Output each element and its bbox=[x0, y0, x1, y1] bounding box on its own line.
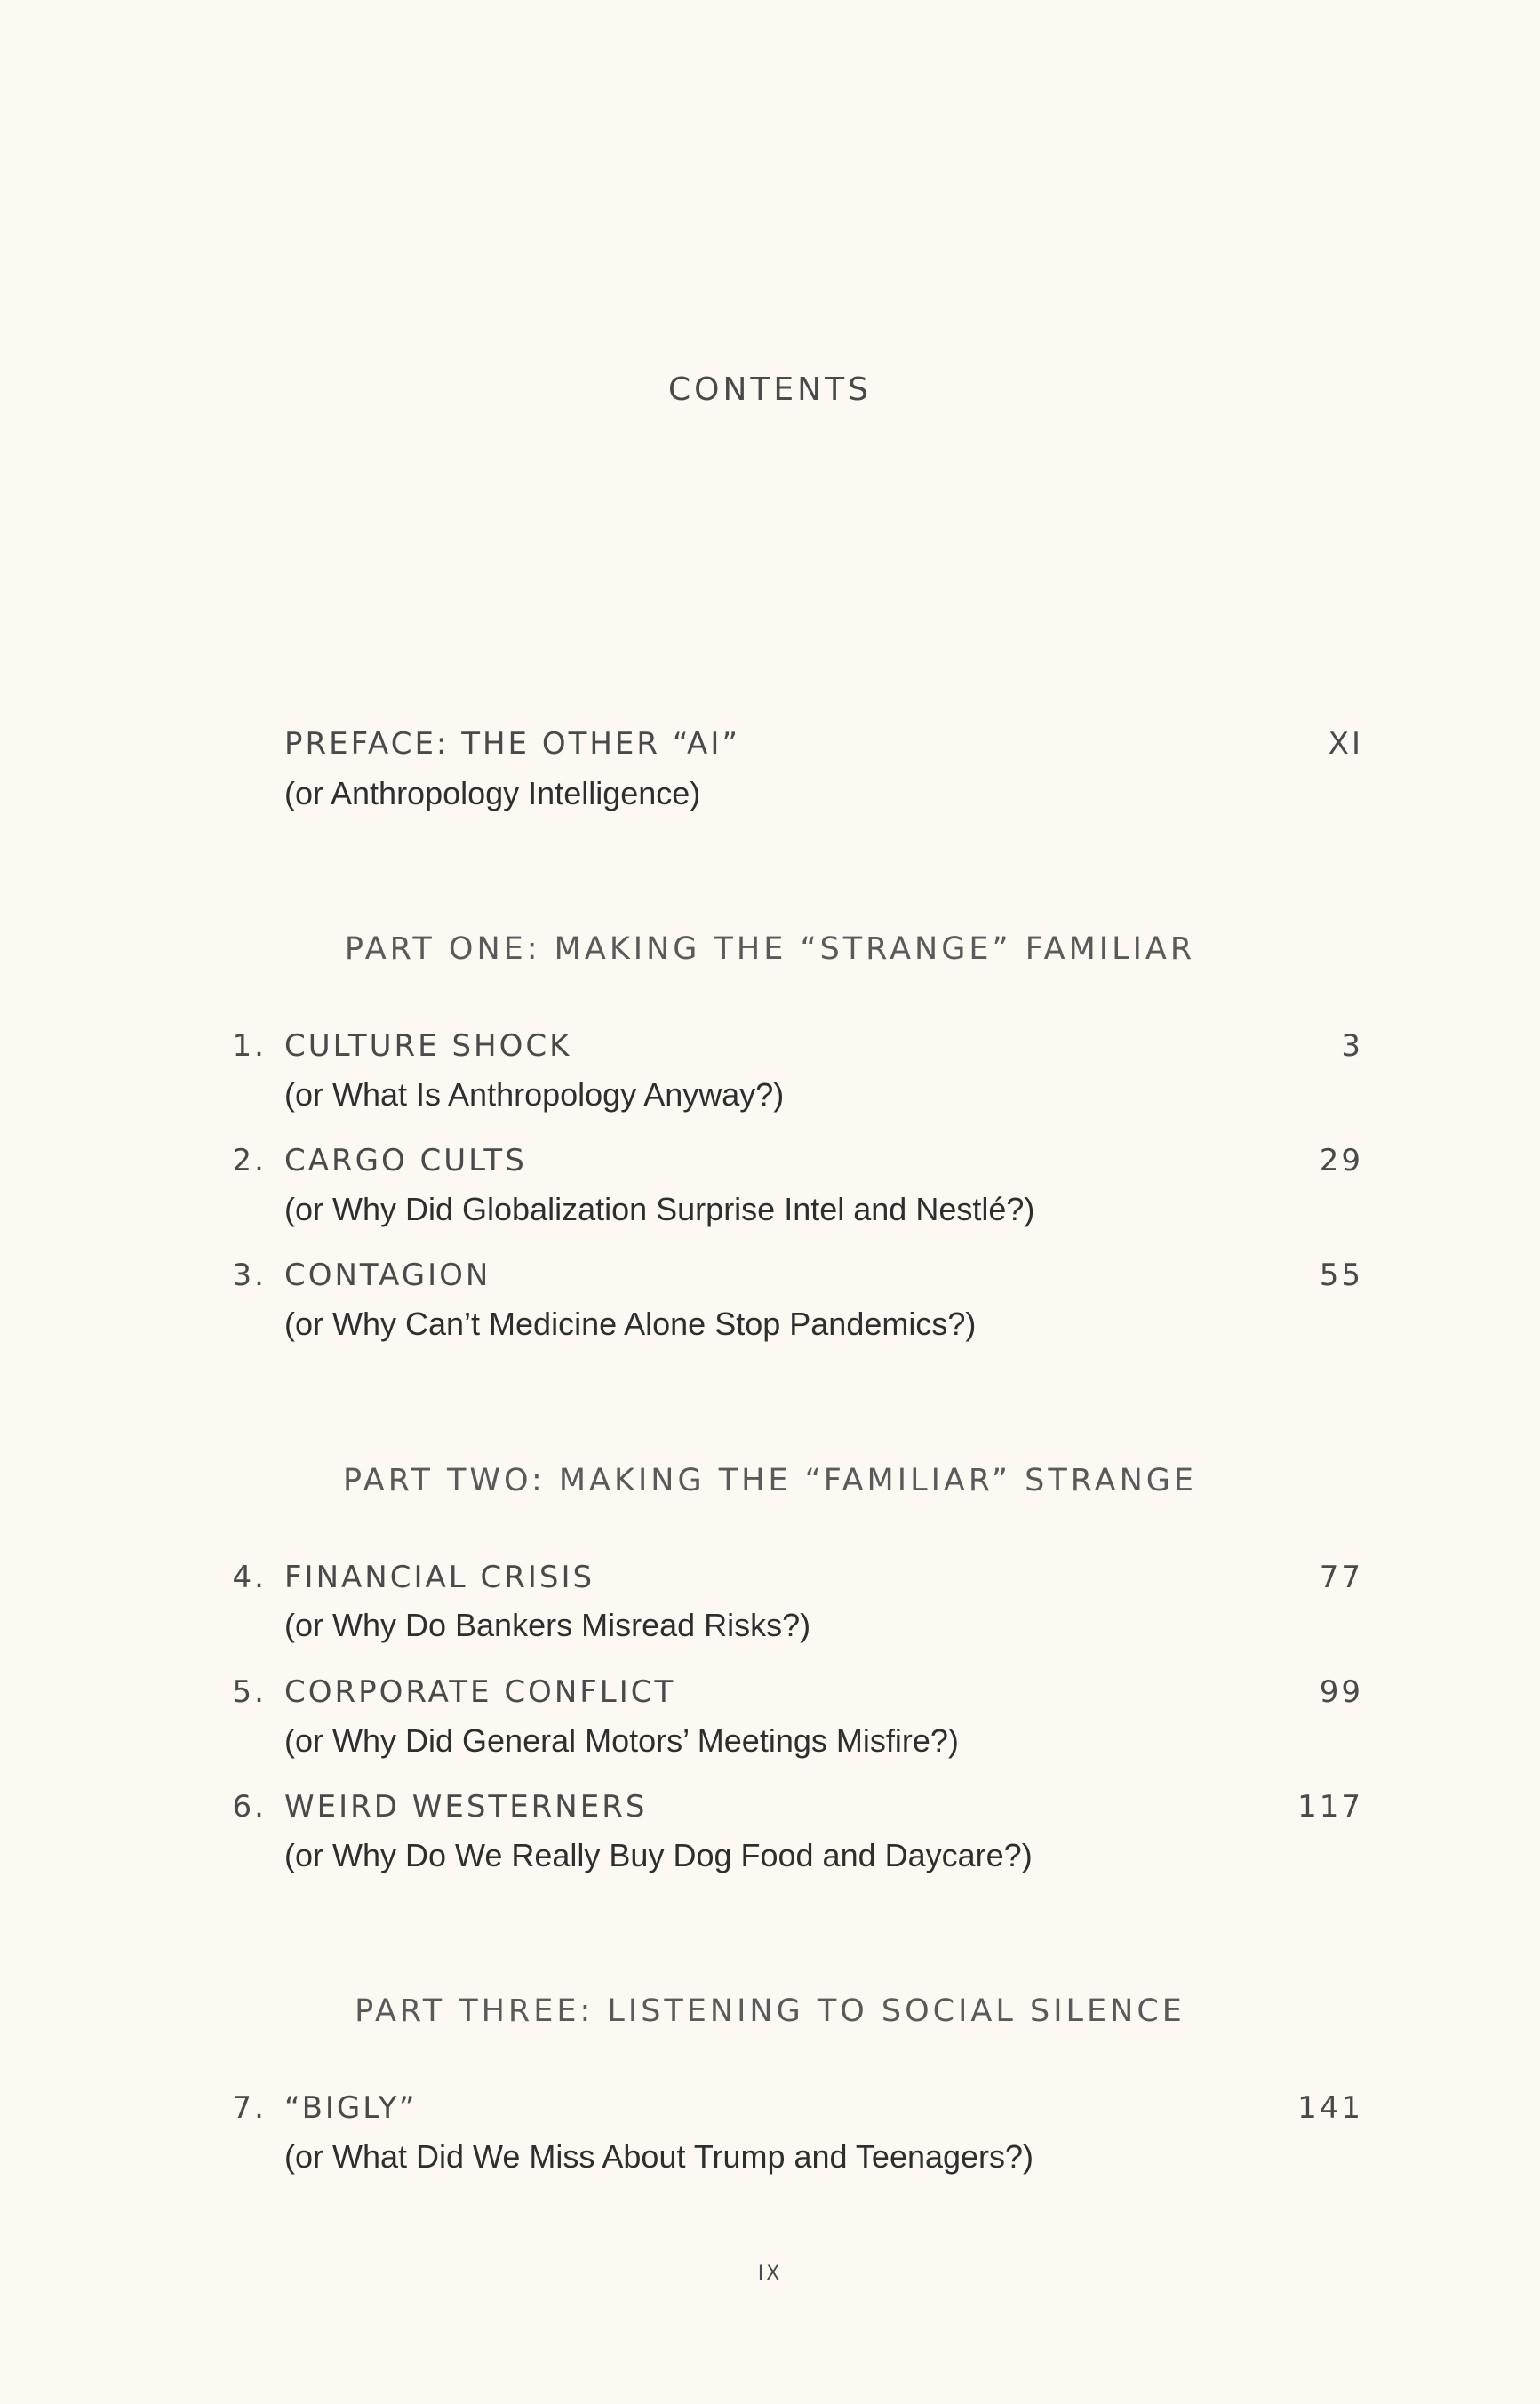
entry-title: CULTURE SHOCK bbox=[284, 1028, 572, 1064]
chapter-number: 3. bbox=[232, 1258, 267, 1293]
entry-page-number: 77 bbox=[1319, 1560, 1363, 1595]
entry-title: CONTAGION bbox=[284, 1258, 491, 1293]
entry-subtitle: (or Why Do Bankers Misread Risks?) bbox=[284, 1607, 811, 1643]
entry-title: CARGO CULTS bbox=[284, 1143, 527, 1178]
entry-page-number: XI bbox=[1328, 726, 1363, 762]
entry-subtitle: (or Why Did General Motors’ Meetings Misfire?) bbox=[284, 1722, 959, 1759]
entry-title: FINANCIAL CRISIS bbox=[284, 1560, 595, 1595]
entry-subtitle: (or Why Do We Really Buy Dog Food and Daycare?) bbox=[284, 1837, 1033, 1873]
entry-title: “BIGLY” bbox=[284, 2090, 418, 2126]
chapter-number: 4. bbox=[232, 1560, 267, 1595]
chapter-number: 2. bbox=[232, 1143, 267, 1178]
entry-page-number: 99 bbox=[1319, 1674, 1363, 1710]
entry-subtitle: (or Why Can’t Medicine Alone Stop Pandemics?) bbox=[284, 1306, 977, 1342]
page-title: CONTENTS bbox=[668, 371, 872, 408]
chapter-number: 6. bbox=[232, 1789, 267, 1825]
entry-page-number: 29 bbox=[1319, 1143, 1363, 1178]
part-heading: PART TWO: MAKING THE “FAMILIAR” STRANGE bbox=[342, 1463, 1198, 1498]
page-folio: IX bbox=[757, 2263, 783, 2285]
entry-title: PREFACE: THE OTHER “AI” bbox=[284, 726, 740, 762]
entry-page-number: 141 bbox=[1297, 2090, 1363, 2126]
part-heading: PART ONE: MAKING THE “STRANGE” FAMILIAR bbox=[344, 931, 1196, 967]
chapter-number: 1. bbox=[232, 1028, 267, 1064]
chapter-number: 5. bbox=[232, 1674, 267, 1710]
entry-subtitle: (or Why Did Globalization Surprise Intel and Nestlé?) bbox=[284, 1191, 1035, 1227]
entry-page-number: 55 bbox=[1319, 1258, 1363, 1293]
part-heading: PART THREE: LISTENING TO SOCIAL SILENCE bbox=[355, 1993, 1185, 2029]
entry-page-number: 117 bbox=[1297, 1789, 1363, 1825]
entry-subtitle: (or What Did We Miss About Trump and Teenagers?) bbox=[284, 2138, 1034, 2175]
chapter-number: 7. bbox=[232, 2090, 267, 2126]
entry-title: WEIRD WESTERNERS bbox=[284, 1789, 648, 1825]
entry-subtitle: (or Anthropology Intelligence) bbox=[284, 775, 701, 811]
entry-page-number: 3 bbox=[1341, 1028, 1363, 1064]
entry-subtitle: (or What Is Anthropology Anyway?) bbox=[284, 1076, 785, 1113]
entry-title: CORPORATE CONFLICT bbox=[284, 1674, 676, 1710]
